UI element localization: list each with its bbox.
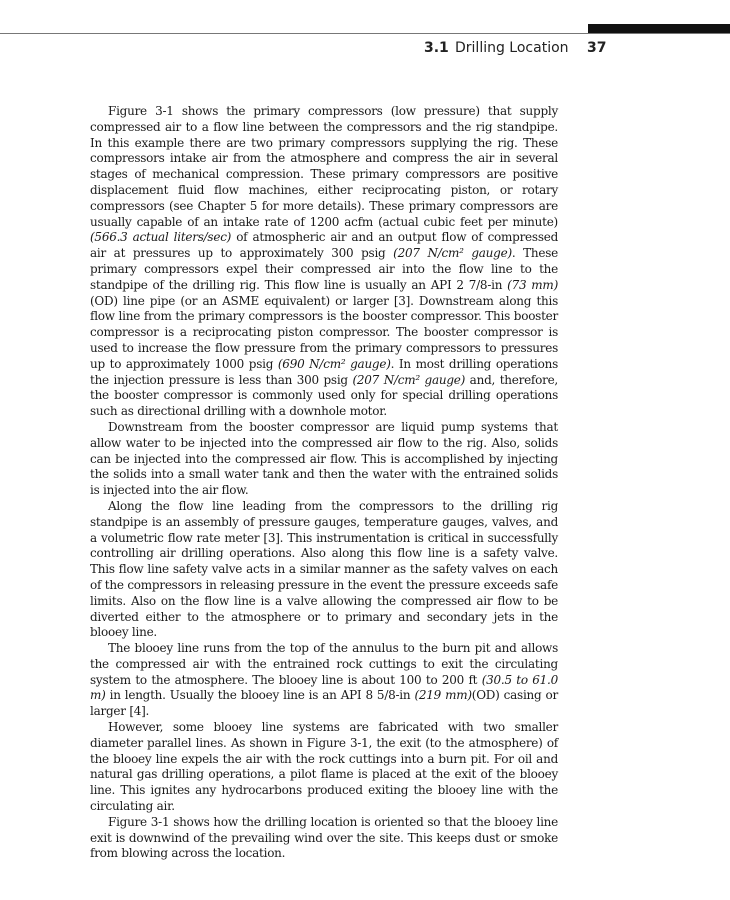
- paragraph: [90, 720, 558, 815]
- text-run: . These primary compressors expel their compressed air into the flow line to the standpipe of the drilling rig. This flow line is usually an API 2 7/8-in: [90, 246, 558, 292]
- text-run: Downstream from the booster compressor are liquid pump systems that allow water to be injected into the compressed air flow to the rig. Also, solids can be injected into the compressed air flow. This is accomplished by injecting the solids into a small water tank and then the water with the entrained solids is injected into the air flow.: [90, 419, 558, 498]
- italic-run: (566.3 actual liters/sec): [90, 230, 232, 245]
- paragraph: [90, 104, 558, 420]
- italic-run: (73 mm): [507, 277, 558, 292]
- text-run: and, therefore, the booster compressor is commonly used only for special drilling operations such as directional drilling with a downhole motor.: [90, 372, 558, 419]
- paragraph: [90, 420, 558, 499]
- paragraph: [90, 641, 558, 720]
- section-title: Drilling Location: [455, 40, 569, 56]
- text-run: The blooey line runs from the top of the annulus to the burn pit and allows the compressed air with the entrained rock cuttings to exit the circulating system to the atmosphere. The blooey line is about 100 to 200 ft: [90, 641, 558, 687]
- text-run: . In most drilling operations the injection pressure is less than 300 psig: [90, 356, 558, 387]
- text-run: Figure 3-1 shows how the drilling location is oriented so that the blooey line exit is downwind of the prevailing wind over the site. This keeps dust or smoke from blowing across the location.: [90, 814, 558, 861]
- paragraph: [90, 815, 558, 862]
- italic-run: (207 N/cm² gauge): [352, 372, 466, 387]
- italic-run: (690 N/cm² gauge): [277, 356, 391, 371]
- header-rule: [0, 33, 730, 34]
- text-run: of atmospheric air and an output flow of compressed air at pressures up to approximately 300 psig: [90, 230, 559, 261]
- text-run: Along the flow line leading from the compressors to the drilling rig standpipe is an assembly of pressure gauges, temperature gauges, valves, and a volumetric flow rate meter [3]. This instrumentation is critical in successfully controlling air drilling operations. Also along this flow line is a safety valve. This flow line safety valve acts in a similar manner as the safety valves on each of the compressors in releasing pressure in the event the pressure exceeds safe limits. Also on the flow line is a valve allowing the compressed air flow to be diverted either to the atmosphere or to primary and secondary jets in the blooey line.: [90, 498, 558, 640]
- page-number: 37: [587, 40, 607, 56]
- italic-run: (30.5 to 61.0 m): [90, 672, 558, 703]
- italic-run: (207 N/cm² gauge): [393, 246, 512, 261]
- paragraph: [90, 499, 558, 641]
- text-run: (OD) casing or larger [4].: [90, 688, 558, 719]
- body-text: [90, 104, 558, 862]
- text-run: (OD) line pipe (or an ASME equivalent) or larger [3]. Downstream along this flow line from the primary compressors is the booster compressor. This booster compressor is a reciprocating piston compressor. The booster compressor is used to increase the flow pressure from the primary compressors to pressures up to approximately 1000 psig: [90, 293, 558, 371]
- running-header: [0, 40, 730, 60]
- italic-run: (219 mm): [414, 688, 472, 703]
- text-run: in length. Usually the blooey line is an API 8 5/8-in: [105, 688, 415, 703]
- text-run: Figure 3-1 shows the primary compressors (low pressure) that supply compressed air to a flow line between the compressors and the rig standpipe. In this example there are two primary compressors supplying the rig. These compressors intake air from the atmosphere and compress the air in several stages of mechanical compression. These primary compressors are positive displacement fluid flow machines, either reciprocating piston, or rotary compressors (see Chapter 5 for more details). These primary compressors are usually capable of an intake rate of 1200 acfm (actual cubic feet per minute): [90, 104, 558, 229]
- section-number: 3.1: [424, 40, 449, 56]
- text-run: However, some blooey line systems are fabricated with two smaller diameter parallel lines. As shown in Figure 3-1, the exit (to the atmosphere) of the blooey line expels the air with the rock cuttings into a burn pit. For oil and natural gas drilling operations, a pilot flame is placed at the exit of the blooey line. This ignites any hydrocarbons produced exiting the blooey line with the circulating air.: [90, 720, 558, 814]
